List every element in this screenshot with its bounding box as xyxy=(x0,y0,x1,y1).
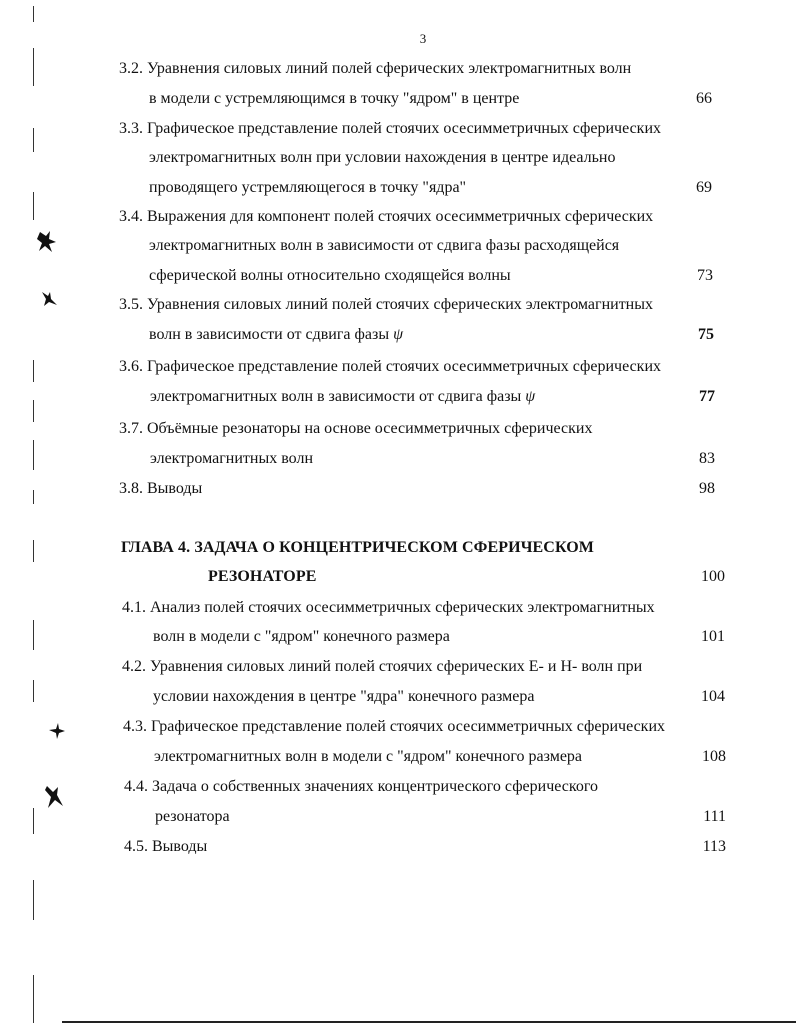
toc-entry-4-4-line-1: 4.4. Задача о собственных значениях концентрического сферического xyxy=(124,778,598,795)
toc-entry-4-4-page: 111 xyxy=(703,808,726,825)
toc-entry-3-4-line-1: 3.4. Выражения для компонент полей стоячих осесимметричных сферических xyxy=(119,208,654,225)
scan-edge-mark xyxy=(33,620,34,650)
psi-symbol: ψ xyxy=(393,326,403,343)
toc-entry-3-2-line-1: 3.2. Уравнения силовых линий полей сферических электромагнитных волн xyxy=(119,60,632,77)
toc-entry-4-5-line-1: 4.5. Выводы xyxy=(124,838,208,855)
scan-edge-mark xyxy=(33,680,34,702)
ink-blot-icon xyxy=(40,290,58,308)
scan-edge-mark xyxy=(33,128,34,152)
toc-entry-3-4-page: 73 xyxy=(697,267,713,284)
toc-entry-3-3-line-3: проводящего устремляющегося в точку "ядра" xyxy=(149,179,467,196)
toc-entry-3-6-line-2 xyxy=(150,387,535,407)
ink-blot-icon xyxy=(44,784,66,810)
toc-entry-3-5-text: волн в зависимости от сдвига фазы xyxy=(149,326,390,343)
page-number: 3 xyxy=(419,31,427,46)
toc-entry-3-3-page: 69 xyxy=(696,179,712,196)
chapter-4-heading-line-2: РЕЗОНАТОРЕ xyxy=(208,568,317,585)
toc-entry-3-5-page: 75 xyxy=(698,326,714,343)
toc-entry-4-3-line-1: 4.3. Графическое представление полей стоячих осесимметричных сферических xyxy=(123,718,665,735)
toc-entry-3-6-text: электромагнитных волн в зависимости от сдвига фазы xyxy=(150,388,522,405)
toc-entry-3-7-line-2: электромагнитных волн xyxy=(150,450,313,467)
scan-edge-mark xyxy=(33,400,34,422)
toc-entry-3-6-page: 77 xyxy=(699,388,715,405)
scan-edge-mark xyxy=(33,48,34,86)
scan-edge-mark xyxy=(33,490,34,504)
toc-entry-3-5-line-2 xyxy=(149,325,403,345)
toc-entry-3-2-line-2: в модели с устремляющимся в точку "ядром" в центре xyxy=(149,90,520,107)
scan-edge-mark xyxy=(33,975,34,1023)
scan-edge-mark xyxy=(33,880,34,920)
toc-entry-4-4-line-2: резонатора xyxy=(155,808,230,825)
toc-entry-3-4-line-2: электромагнитных волн в зависимости от сдвига фазы расходящейся xyxy=(149,237,620,254)
bottom-scan-rule xyxy=(62,1021,796,1023)
toc-entry-3-6-line-1: 3.6. Графическое представление полей стоячих осесимметричных сферических xyxy=(119,358,661,375)
ink-blot-icon xyxy=(36,230,58,254)
scan-edge-mark xyxy=(33,808,34,834)
toc-entry-3-4-line-3: сферической волны относительно сходящейся волны xyxy=(149,267,511,284)
toc-entry-4-1-line-2: волн в модели с "ядром" конечного размера xyxy=(153,628,450,645)
toc-entry-4-1-page: 101 xyxy=(701,628,725,645)
toc-entry-4-3-page: 108 xyxy=(702,748,726,765)
toc-entry-3-7-page: 83 xyxy=(699,450,715,467)
toc-entry-3-5-line-1: 3.5. Уравнения силовых линий полей стоячих сферических электромагнитных xyxy=(119,296,653,313)
scan-edge-mark xyxy=(33,440,34,470)
toc-entry-3-3-line-2: электромагнитных волн при условии нахождения в центре идеально xyxy=(149,149,616,166)
toc-entry-4-1-line-1: 4.1. Анализ полей стоячих осесимметричных сферических электромагнитных xyxy=(122,599,655,616)
scan-edge-mark xyxy=(33,6,34,22)
ink-blot-icon xyxy=(48,722,66,740)
scan-edge-mark xyxy=(33,192,34,220)
toc-entry-4-2-line-2: условии нахождения в центре "ядра" конечного размера xyxy=(153,688,535,705)
toc-entry-3-8-line-1: 3.8. Выводы xyxy=(119,480,203,497)
scan-edge-mark xyxy=(33,360,34,382)
toc-entry-4-2-line-1: 4.2. Уравнения силовых линий полей стоячих сферических E- и H- волн при xyxy=(122,658,643,675)
toc-entry-4-3-line-2: электромагнитных волн в модели с "ядром" конечного размера xyxy=(154,748,583,765)
toc-entry-3-2-page: 66 xyxy=(696,90,712,107)
toc-entry-3-8-page: 98 xyxy=(699,480,715,497)
psi-symbol: ψ xyxy=(525,388,536,405)
toc-entry-4-2-page: 104 xyxy=(701,688,725,705)
chapter-4-page: 100 xyxy=(701,568,725,585)
toc-entry-3-3-line-1: 3.3. Графическое представление полей стоячих осесимметричных сферических xyxy=(119,120,661,137)
toc-entry-3-7-line-1: 3.7. Объёмные резонаторы на основе осесимметричных сферических xyxy=(119,420,593,437)
scan-edge-mark xyxy=(33,540,34,562)
chapter-4-heading-line-1: ГЛАВА 4. ЗАДАЧА О КОНЦЕНТРИЧЕСКОМ СФЕРИЧЕСКОМ xyxy=(121,539,595,556)
toc-entry-4-5-page: 113 xyxy=(702,838,726,855)
